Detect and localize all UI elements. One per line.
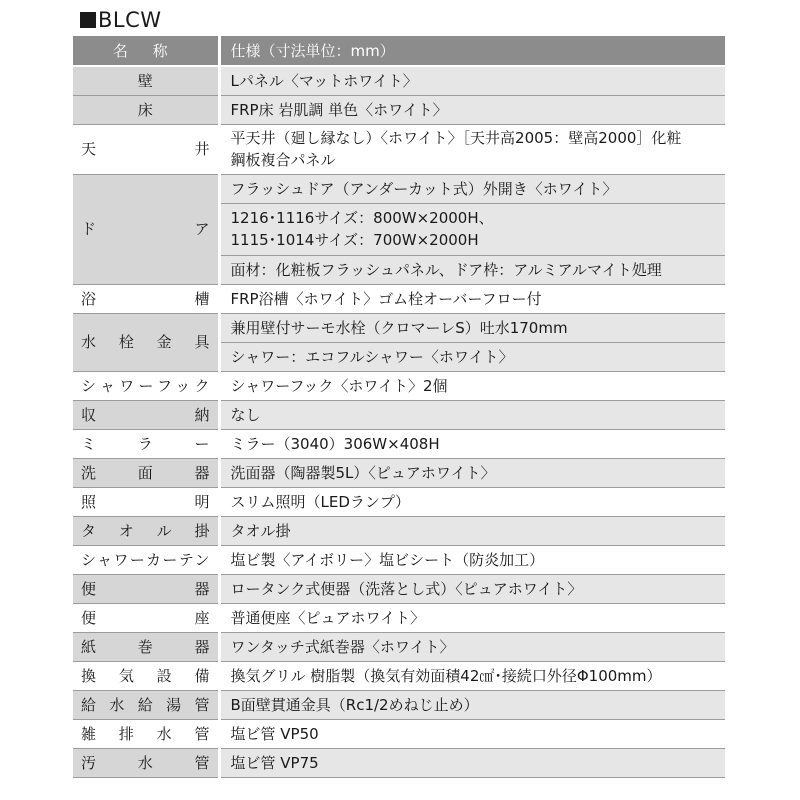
row-spec: 塩ビ管 VP50	[219, 719, 725, 748]
table-row	[73, 545, 725, 574]
table-row	[73, 690, 725, 719]
table-row	[73, 458, 725, 487]
row-name: シャワーカーテン	[73, 545, 219, 574]
spec-line: 平天井（廻し縁なし）〈ホワイト〉［天井高2005：壁高2000］化粧	[230, 129, 682, 147]
row-name: シャワーフック	[73, 371, 219, 400]
table-row	[73, 95, 725, 124]
table-row	[73, 124, 725, 174]
row-name: 収 納	[73, 400, 219, 429]
table-row	[73, 574, 725, 603]
row-name: 換 気 設 備	[73, 661, 219, 690]
row-name: 便 器	[73, 574, 219, 603]
row-spec: B面壁貫通金具（Rc1/2めねじ止め）	[219, 690, 725, 719]
row-name: 雑 排 水 管	[73, 719, 219, 748]
row-spec: シャワーフック〈ホワイト〉2個	[219, 371, 725, 400]
table-row	[73, 371, 725, 400]
row-spec: ロータンク式便器（洗落とし式）〈ピュアホワイト〉	[219, 574, 725, 603]
row-spec: 洗面器（陶器製5L）〈ピュアホワイト〉	[219, 458, 725, 487]
table-row	[73, 748, 725, 777]
spec-line: 1115･1014サイズ：700W×2000H	[230, 231, 479, 249]
row-name: 洗 面 器	[73, 458, 219, 487]
row-spec: ミラー（3040）306W×408H	[219, 429, 725, 458]
row-name: ミ ラ ー	[73, 429, 219, 458]
table-row	[73, 661, 725, 690]
row-spec: Lパネル〈マットホワイト〉	[219, 66, 725, 95]
table-row	[73, 719, 725, 748]
row-spec: なし	[219, 400, 725, 429]
row-name: 浴 槽	[73, 284, 219, 313]
header-name: 名 称	[73, 36, 219, 66]
row-spec: FRP床 岩肌調 単色〈ホワイト〉	[219, 95, 725, 124]
row-spec: 普通便座〈ピュアホワイト〉	[219, 603, 725, 632]
table-row	[73, 66, 725, 95]
table-row	[73, 284, 725, 313]
row-name: 便 座	[73, 603, 219, 632]
row-name: 給 水 給 湯 管	[73, 690, 219, 719]
table-row	[73, 603, 725, 632]
square-bullet-icon	[80, 12, 96, 28]
table-row	[73, 174, 725, 203]
table-row	[73, 487, 725, 516]
row-name: 照 明	[73, 487, 219, 516]
row-spec: タオル掛	[219, 516, 725, 545]
row-name: 天 井	[73, 124, 219, 174]
row-spec: ワンタッチ式紙巻器〈ホワイト〉	[219, 632, 725, 661]
header-spec: 仕様（寸法単位：mm）	[219, 36, 725, 66]
spec-table	[73, 36, 725, 778]
row-spec: FRP浴槽〈ホワイト〉ゴム栓オーバーフロー付	[219, 284, 725, 313]
row-spec: 換気グリル 樹脂製（換気有効面積42㎠･接続口外径Φ100mm）	[219, 661, 725, 690]
row-name: タ オ ル 掛	[73, 516, 219, 545]
table-row	[73, 429, 725, 458]
page-title-text: BLCW	[98, 8, 162, 32]
page-title	[80, 6, 162, 34]
row-name: ド ア	[73, 174, 219, 284]
row-spec: 塩ビ製〈アイボリー〉塩ビシート（防炎加工）	[219, 545, 725, 574]
row-spec: 面材：化粧板フラッシュパネル、ドア枠：アルミアルマイト処理	[219, 255, 725, 284]
table-header-row	[73, 36, 725, 66]
row-name: 水 栓 金 具	[73, 313, 219, 371]
row-spec	[219, 124, 725, 174]
row-name: 床	[73, 95, 219, 124]
row-name: 壁	[73, 66, 219, 95]
row-spec: 塩ビ管 VP75	[219, 748, 725, 777]
table-row	[73, 516, 725, 545]
table-row	[73, 313, 725, 342]
row-name: 汚 水 管	[73, 748, 219, 777]
table-row	[73, 632, 725, 661]
row-spec: シャワー：エコフルシャワー〈ホワイト〉	[219, 342, 725, 371]
row-spec: 兼用壁付サーモ水栓（クロマーレS）吐水170mm	[219, 313, 725, 342]
row-spec: フラッシュドア（アンダーカット式）外開き〈ホワイト〉	[219, 174, 725, 203]
row-spec	[219, 203, 725, 255]
table-row	[73, 400, 725, 429]
row-name: 紙 巻 器	[73, 632, 219, 661]
spec-line: 1216･1116サイズ：800W×2000H、	[230, 209, 494, 227]
spec-line: 鋼板複合パネル	[230, 151, 336, 169]
row-spec: スリム照明（LEDランプ）	[219, 487, 725, 516]
